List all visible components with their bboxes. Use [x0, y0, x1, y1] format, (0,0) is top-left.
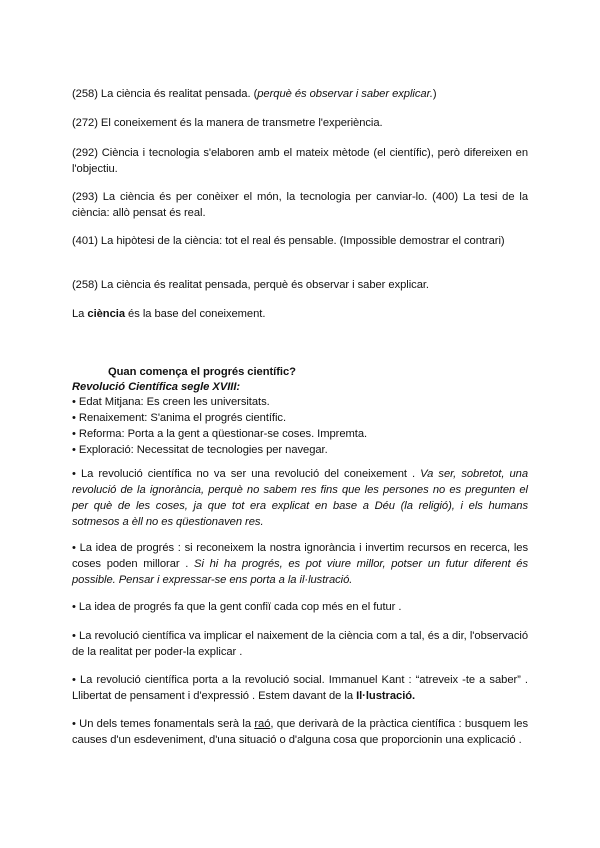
- paragraph-progres: [72, 540, 528, 588]
- note-text: La: [72, 308, 88, 320]
- note-text: (258) La ciència és realitat pensada. (: [72, 88, 258, 100]
- paragraph-text: , que derivarà de la pràctica científica : busquem les causes d'un esdeveniment, d'una situació o d'alguna cosa que proporcionin una explicació .: [72, 718, 528, 746]
- paragraph-text: • La idea de progrés : si reconeixem la nostra ignorància i invertim recursos en recerca, les coses poden millorar .: [72, 542, 528, 570]
- paragraph-text: • Un dels temes fonamentals serà la: [72, 718, 255, 730]
- paragraph-text: • La revolució científica porta a la revolució social. Immanuel Kant : “atreveix -te a saber” . Llibertat de pensament i d'expressió . Estem davant de la: [72, 674, 528, 702]
- list-item: • Edat Mitjana: Es creen les universitats.: [72, 396, 270, 408]
- paragraph-confianca: • La idea de progrés fa que la gent confiï cada cop més en el futur .: [72, 601, 402, 613]
- paragraph-underline: raó: [254, 718, 271, 730]
- section-subheading: Revolució Científica segle XVIII:: [72, 381, 241, 393]
- note-base: [72, 306, 528, 322]
- paragraph-naixement: • La revolució científica va implicar el naixement de la ciència com a tal, és a dir, l'observació de la realitat per poder-la explicar .: [72, 630, 528, 658]
- list-item: • Reforma: Porta a la gent a qüestionar-se coses. Impremta.: [72, 428, 368, 440]
- note-293-400: (293) La ciència és per conèixer el món, la tecnologia per canviar-lo. (400) La tesi de la ciència: allò pensat és real.: [72, 191, 528, 219]
- note-text-end: ): [432, 88, 437, 100]
- note-292: (292) Ciència i tecnologia s'elaboren amb el mateix mètode (el científic), però difereixen en l'objectiu.: [72, 147, 528, 175]
- paragraph-kant: [72, 672, 528, 704]
- note-258-a: [72, 86, 528, 102]
- paragraph-text: • La revolució científica no va ser una revolució del coneixement .: [72, 468, 421, 480]
- paragraph-bold: Il·lustració.: [356, 690, 416, 702]
- bullet-list: [72, 394, 528, 458]
- note-italic: perquè és observar i saber explicar.: [257, 88, 433, 100]
- paragraph-italic: Si hi ha progrés, es pot viure millor, potser un futur diferent és possible. Pensar i expressar-se ens porta a la il·lustració.: [72, 558, 528, 586]
- note-text: és la base del coneixement.: [125, 308, 266, 320]
- list-item: • Exploració: Necessitat de tecnologies per navegar.: [72, 444, 328, 456]
- paragraph-italic: Va ser, sobretot, una revolució de la ignorància, perquè no sabem res fins que les persones no es pregunten el per què de les coses, ja que tot era explicat en base a Déu (la religió), i els humans sotmesos a èll no es qüestionaven res.: [72, 468, 528, 528]
- note-bold: ciència: [87, 308, 125, 320]
- note-401: (401) La hipòtesi de la ciència: tot el real és pensable. (Impossible demostrar el contrari): [72, 235, 505, 247]
- list-item: • Renaixement: S'anima el progrés científic.: [72, 412, 287, 424]
- paragraph-revolucio: [72, 466, 528, 530]
- section-heading: Quan comença el progrés científic?: [108, 366, 296, 378]
- note-258-b: (258) La ciència és realitat pensada, perquè és observar i saber explicar.: [72, 279, 429, 291]
- note-272: (272) El coneixement és la manera de transmetre l'experiència.: [72, 117, 383, 129]
- paragraph-rao: [72, 716, 528, 748]
